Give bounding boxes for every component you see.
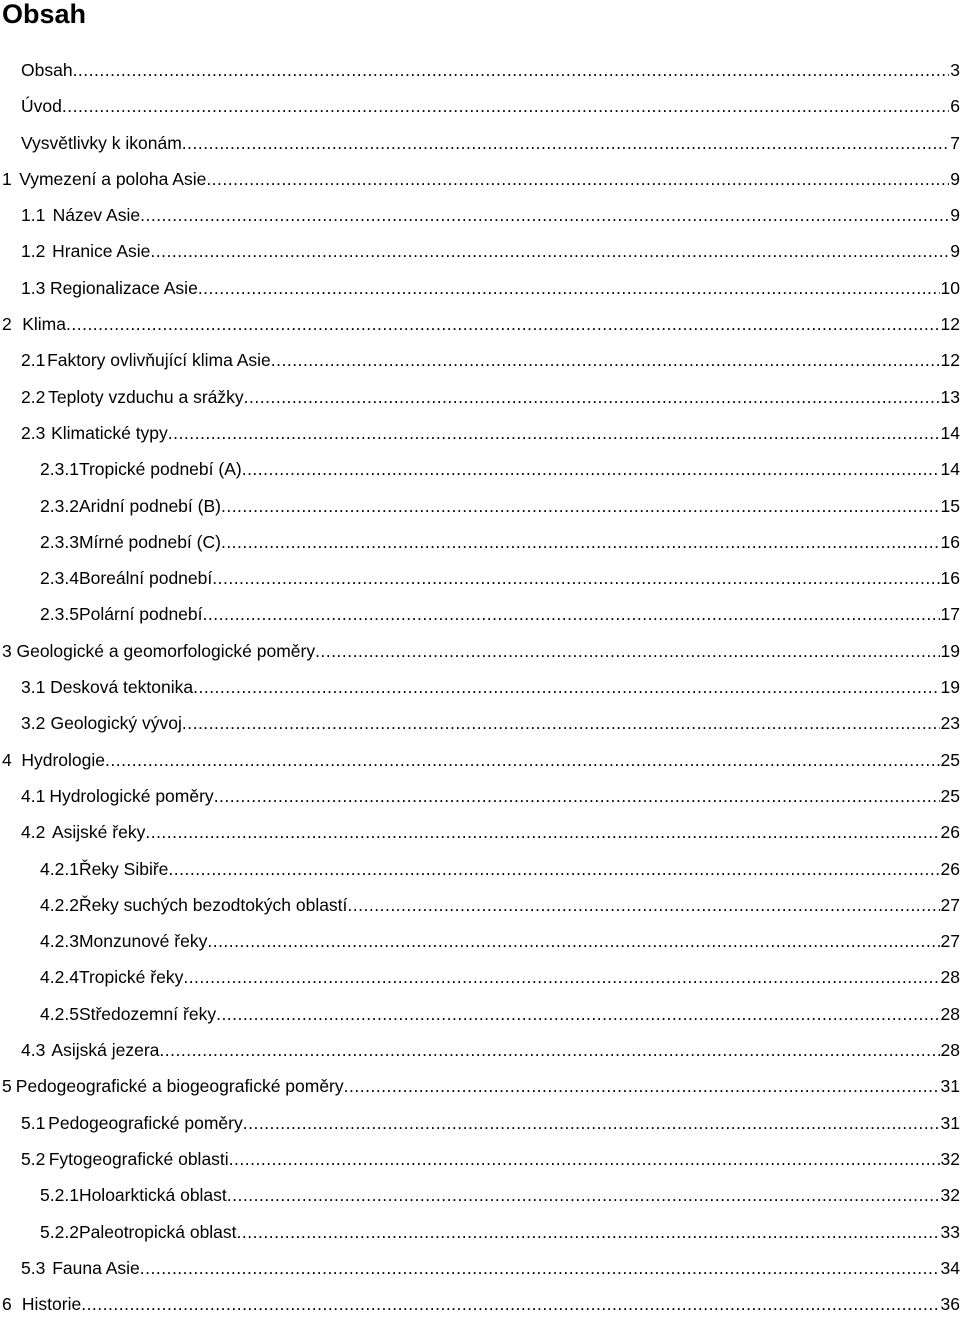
toc-entry-line[interactable] [21, 669, 960, 705]
toc-entry-page-number[interactable]: 13 [940, 386, 960, 407]
toc-entry-page-number[interactable]: 36 [940, 1294, 960, 1315]
toc-entry-number: 1.2 [21, 241, 46, 262]
page-title: Obsah [2, 0, 87, 29]
toc-entry[interactable] [0, 560, 960, 596]
toc-dot-leader [207, 923, 939, 959]
toc-entry-label[interactable]: Monzunové řeky [79, 923, 207, 959]
toc-entry-number: 5.1 [21, 1112, 46, 1133]
toc-entry-label[interactable]: Pedogeografické a biogeografické poměry [16, 1068, 344, 1104]
toc-entry[interactable] [0, 270, 960, 306]
toc-entry[interactable] [0, 742, 960, 778]
toc-entry-page-number[interactable]: 26 [940, 858, 960, 879]
toc-entry-number: 2.3.3 [40, 531, 79, 552]
toc-entry-number: 1.1 [21, 205, 46, 226]
toc-entry[interactable] [0, 633, 960, 669]
toc-dot-leader [227, 1177, 940, 1213]
toc-dot-leader [237, 1214, 940, 1250]
toc-dot-leader [212, 560, 939, 596]
toc-dot-leader [150, 233, 949, 269]
toc-entry[interactable] [0, 1105, 960, 1141]
toc-dot-leader [203, 596, 940, 632]
toc-entry-page-number[interactable]: 27 [940, 894, 960, 915]
toc-entry-number: 4 [2, 749, 12, 770]
toc-entry-number: 2.3.4 [40, 568, 79, 589]
toc-entry-page-number[interactable]: 16 [940, 531, 960, 552]
toc-entry-number: 3.2 [21, 713, 46, 734]
toc-dot-leader [244, 379, 940, 415]
toc-entry-line[interactable] [40, 923, 960, 959]
toc-entry-line[interactable] [40, 1177, 960, 1213]
toc-entry-line[interactable] [40, 1214, 960, 1250]
toc-dot-leader [182, 705, 940, 741]
toc-entry-line[interactable] [21, 233, 960, 269]
toc-entry-number: 4.2.2 [40, 894, 79, 915]
toc-dot-leader [221, 488, 940, 524]
toc-dot-leader [242, 451, 940, 487]
toc-entry-line[interactable] [40, 560, 960, 596]
toc-dot-leader [347, 887, 939, 923]
toc-entry-number: 4.1 [21, 785, 46, 806]
toc-entry-number: 6 [2, 1294, 12, 1315]
toc-entry-line[interactable] [40, 488, 960, 524]
toc-entry-label[interactable]: Vymezení a poloha Asie [19, 161, 206, 197]
toc-entry-label[interactable]: Faktory ovlivňující klima Asie [47, 342, 271, 378]
toc-entry-label[interactable]: Aridní podnebí (B) [79, 488, 221, 524]
toc-entry-label[interactable]: Asijské řeky [52, 814, 145, 850]
toc-dot-leader [216, 996, 939, 1032]
toc-entry-number: 4.2 [21, 822, 46, 843]
toc-dot-leader [182, 125, 949, 161]
toc-entry-line[interactable] [21, 1141, 960, 1177]
toc-entry-line[interactable] [21, 379, 960, 415]
toc-entry-number: 2 [2, 314, 12, 335]
toc-entry-line[interactable] [40, 959, 960, 995]
toc-entry[interactable] [0, 415, 960, 451]
toc-entry-line[interactable] [21, 270, 960, 306]
toc-entry-label[interactable]: Desková tektonika [50, 669, 193, 705]
toc-entry-page-number[interactable]: 3 [950, 60, 960, 80]
toc-entry[interactable] [0, 1141, 960, 1177]
toc-entry-page-number[interactable]: 34 [940, 1257, 960, 1278]
toc-entry-line[interactable] [21, 1105, 960, 1141]
toc-entry-number: 1 [2, 168, 12, 189]
toc-entry[interactable] [0, 125, 960, 161]
toc-dot-leader [183, 959, 939, 995]
toc-entry-page-number[interactable]: 28 [940, 1040, 960, 1061]
toc-entry-number: 1.3 [21, 277, 46, 298]
toc-entry-label[interactable]: Klimatické typy [51, 415, 168, 451]
toc-entry-line[interactable] [21, 88, 960, 124]
toc-entry[interactable] [0, 88, 960, 124]
toc-entry-number: 2.3.2 [40, 495, 79, 516]
toc-entry-label[interactable]: Řeky Sibiře [79, 851, 168, 887]
toc-entry-number: 4.2.1 [40, 858, 79, 879]
toc-entry[interactable] [0, 342, 960, 378]
toc-entry-page-number[interactable]: 9 [950, 241, 960, 262]
toc-entry[interactable] [0, 1068, 960, 1104]
toc-dot-leader [145, 814, 939, 850]
table-of-contents [0, 52, 960, 1322]
toc-entry[interactable] [0, 197, 960, 233]
toc-entry-line[interactable] [2, 306, 960, 342]
toc-entry-page-number[interactable]: 16 [940, 568, 960, 589]
toc-entry[interactable] [0, 669, 960, 705]
toc-entry-label[interactable]: Fauna Asie [52, 1250, 140, 1286]
toc-entry-number: 5.2.2 [40, 1221, 79, 1242]
toc-entry-number: 2.3.1 [40, 459, 79, 480]
toc-dot-leader [271, 342, 940, 378]
toc-entry-label[interactable]: Tropické podnebí (A) [79, 451, 242, 487]
toc-entry-line[interactable] [2, 161, 960, 197]
toc-entry-page-number[interactable]: 12 [940, 314, 960, 335]
toc-entry-label[interactable]: Obsah [21, 52, 73, 88]
toc-dot-leader [344, 1068, 940, 1104]
toc-entry[interactable] [0, 1032, 960, 1068]
toc-entry-label[interactable]: Hranice Asie [52, 233, 150, 269]
toc-entry-page-number[interactable]: 32 [940, 1148, 960, 1169]
toc-entry[interactable] [0, 851, 960, 887]
toc-entry[interactable] [0, 1250, 960, 1286]
toc-entry-line[interactable] [2, 1068, 960, 1104]
toc-entry-line[interactable] [21, 814, 960, 850]
toc-entry[interactable] [0, 524, 960, 560]
toc-entry-label[interactable]: Asijská jezera [51, 1032, 159, 1068]
toc-entry-number: 2.3.5 [40, 604, 79, 625]
toc-entry[interactable] [0, 959, 960, 995]
toc-entry-page-number[interactable]: 33 [940, 1221, 960, 1242]
toc-dot-leader [206, 161, 949, 197]
toc-dot-leader [66, 306, 940, 342]
toc-entry-page-number[interactable]: 31 [940, 1076, 960, 1097]
toc-entry[interactable] [0, 1214, 960, 1250]
toc-entry-number: 5 [2, 1076, 12, 1097]
toc-dot-leader [73, 52, 950, 88]
toc-entry-page-number[interactable]: 19 [940, 640, 960, 661]
toc-entry[interactable] [0, 451, 960, 487]
toc-entry-line[interactable] [40, 851, 960, 887]
toc-entry-line[interactable] [40, 451, 960, 487]
toc-entry-label[interactable]: Středozemní řeky [79, 996, 216, 1032]
toc-entry-number: 5.2 [21, 1148, 46, 1169]
toc-entry[interactable] [0, 887, 960, 923]
toc-entry[interactable] [0, 379, 960, 415]
toc-entry-page-number[interactable]: 32 [940, 1185, 960, 1206]
toc-entry-label[interactable]: Řeky suchých bezodtokých oblastí [79, 887, 347, 923]
toc-dot-leader [159, 1032, 939, 1068]
toc-entry[interactable] [0, 923, 960, 959]
toc-entry-label[interactable]: Fytogeografické oblasti [49, 1141, 229, 1177]
toc-entry-label[interactable]: Mírné podnebí (C) [79, 524, 221, 560]
toc-entry-page-number[interactable]: 10 [940, 277, 960, 298]
toc-entry-line[interactable] [21, 415, 960, 451]
toc-entry-page-number[interactable]: 6 [950, 96, 960, 117]
toc-entry-page-number[interactable]: 7 [950, 132, 960, 153]
toc-entry-label[interactable]: Polární podnebí [79, 596, 203, 632]
toc-entry-label[interactable]: Tropické řeky [79, 959, 183, 995]
toc-entry-label[interactable]: Název Asie [53, 197, 141, 233]
toc-entry-label[interactable]: Teploty vzduchu a srážky [48, 379, 244, 415]
toc-entry[interactable] [0, 233, 960, 269]
toc-entry-page-number[interactable]: 23 [940, 713, 960, 734]
toc-entry-line[interactable] [2, 742, 960, 778]
toc-entry-line[interactable] [21, 705, 960, 741]
toc-dot-leader [229, 1141, 940, 1177]
toc-entry-page-number[interactable]: 28 [940, 967, 960, 988]
toc-dot-leader [105, 742, 940, 778]
toc-entry-page-number[interactable]: 17 [940, 604, 960, 625]
toc-entry-page-number[interactable]: 14 [940, 459, 960, 480]
toc-entry[interactable] [0, 1286, 960, 1322]
toc-entry-page-number[interactable]: 14 [940, 422, 960, 443]
toc-entry-label[interactable]: Úvod [21, 88, 62, 124]
toc-entry-label[interactable]: Paleotropická oblast [79, 1214, 237, 1250]
toc-entry-line[interactable] [21, 1032, 960, 1068]
toc-entry-label[interactable]: Vysvětlivky k ikonám [21, 125, 182, 161]
toc-dot-leader [81, 1286, 939, 1322]
toc-entry[interactable] [0, 1177, 960, 1213]
toc-entry-page-number[interactable]: 31 [940, 1112, 960, 1133]
toc-entry-number: 3 [2, 640, 12, 661]
toc-dot-leader [315, 633, 939, 669]
toc-dot-leader [140, 197, 949, 233]
toc-dot-leader [168, 415, 940, 451]
toc-dot-leader [168, 851, 939, 887]
toc-entry[interactable] [0, 778, 960, 814]
toc-dot-leader [193, 669, 939, 705]
toc-entry-number: 2.1 [21, 350, 46, 371]
toc-entry-page-number[interactable]: 27 [940, 931, 960, 952]
toc-dot-leader [221, 524, 940, 560]
toc-dot-leader [62, 88, 949, 124]
toc-entry-label[interactable]: Historie [22, 1286, 81, 1322]
toc-entry-label[interactable]: Klima [22, 306, 66, 342]
toc-entry-line[interactable] [40, 524, 960, 560]
toc-entry-number: 5.3 [21, 1257, 46, 1278]
toc-entry[interactable] [0, 488, 960, 524]
toc-entry-label[interactable]: Geologické a geomorfologické poměry [16, 633, 315, 669]
toc-entry-line[interactable] [2, 633, 960, 669]
toc-entry-label[interactable]: Regionalizace Asie [50, 270, 198, 306]
toc-entry-line[interactable] [21, 52, 960, 88]
toc-entry[interactable] [0, 705, 960, 741]
toc-entry-page-number[interactable]: 26 [940, 822, 960, 843]
toc-entry-label[interactable]: Boreální podnebí [79, 560, 212, 596]
toc-dot-leader [198, 270, 940, 306]
toc-entry-label[interactable]: Holoarktická oblast [79, 1177, 227, 1213]
toc-entry-number: 2.2 [21, 386, 46, 407]
toc-entry-number: 4.3 [21, 1040, 46, 1061]
toc-entry-line[interactable] [21, 342, 960, 378]
toc-entry-page-number[interactable]: 9 [950, 168, 960, 189]
toc-entry-line[interactable] [21, 1250, 960, 1286]
toc-entry-page-number[interactable]: 9 [950, 205, 960, 226]
toc-entry-number: 4.2.5 [40, 1003, 79, 1024]
toc-entry-number: 3.1 [21, 677, 46, 698]
toc-entry[interactable] [0, 814, 960, 850]
toc-dot-leader [140, 1250, 940, 1286]
toc-entry-number: 2.3 [21, 422, 46, 443]
toc-entry-page-number[interactable]: 12 [940, 350, 960, 371]
toc-entry-number: 5.2.1 [40, 1185, 79, 1206]
toc-entry[interactable] [0, 306, 960, 342]
toc-entry-number: 4.2.3 [40, 931, 79, 952]
toc-dot-leader [243, 1105, 940, 1141]
toc-entry-number: 4.2.4 [40, 967, 79, 988]
toc-entry-page-number[interactable]: 28 [940, 1003, 960, 1024]
toc-entry-line[interactable] [21, 778, 960, 814]
toc-dot-leader [214, 778, 940, 814]
toc-entry-line[interactable] [2, 1286, 960, 1322]
toc-entry-line[interactable] [21, 125, 960, 161]
toc-entry-line[interactable] [40, 596, 960, 632]
toc-entry-page-number[interactable]: 19 [940, 677, 960, 698]
toc-entry-page-number[interactable]: 25 [940, 785, 960, 806]
toc-entry-label[interactable]: Hydrologie [21, 742, 105, 778]
toc-entry-line[interactable] [21, 197, 960, 233]
toc-entry[interactable] [0, 161, 960, 197]
toc-entry[interactable] [0, 596, 960, 632]
toc-entry-page-number[interactable]: 15 [940, 495, 960, 516]
toc-entry-page-number[interactable]: 25 [940, 749, 960, 770]
toc-entry-line[interactable] [40, 996, 960, 1032]
toc-entry[interactable] [0, 52, 960, 88]
toc-entry[interactable] [0, 996, 960, 1032]
toc-entry-line[interactable] [40, 887, 960, 923]
toc-entry-label[interactable]: Pedogeografické poměry [48, 1105, 243, 1141]
toc-entry-label[interactable]: Geologický vývoj [51, 705, 182, 741]
toc-entry-label[interactable]: Hydrologické poměry [49, 778, 213, 814]
